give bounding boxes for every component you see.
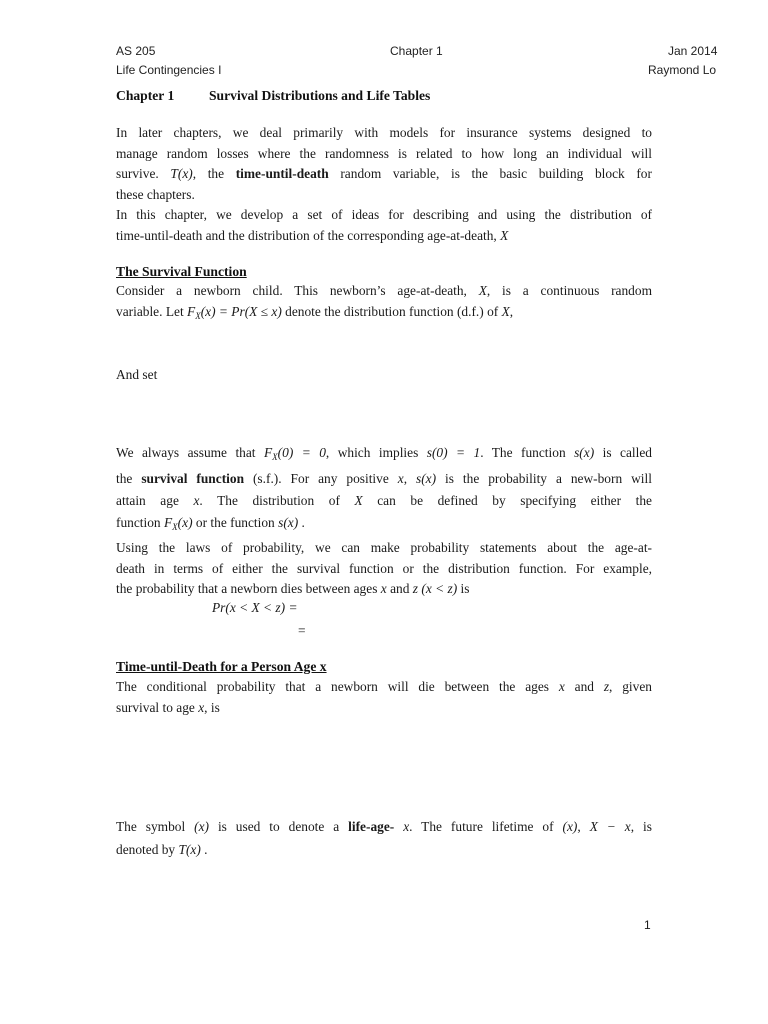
math-X: X — [478, 283, 487, 298]
bold-term-survival-function: survival function — [141, 471, 245, 486]
text-line: In this chapter, we develop a set of ideas for describing and using the distribution of — [116, 207, 652, 222]
text-line: these chapters. — [116, 186, 195, 202]
text-line — [116, 164, 652, 185]
math-s-zero: s(0) = 1 — [426, 445, 481, 460]
text-line — [116, 226, 652, 247]
header-date: Jan 2014 — [668, 44, 718, 58]
math-life-x: (x) — [194, 819, 209, 834]
text-span: is — [460, 581, 470, 596]
text-span: The conditional probability that a newborn will die between the ages — [116, 679, 549, 694]
text-span: attain age — [116, 493, 179, 508]
math-T-of-x: T(x) — [178, 842, 201, 857]
text-span: denote the distribution function (d.f.) of — [285, 303, 499, 319]
intro-paragraph — [116, 123, 652, 246]
chapter-label: Chapter 1 — [116, 88, 175, 103]
and-set-line — [116, 365, 652, 386]
math-s-of-x: s(x) — [574, 445, 595, 460]
math-x: x — [380, 581, 387, 596]
text-line: Using the laws of probability, we can make probability statements about the age-at- — [116, 540, 652, 555]
text-span: survival to age — [116, 699, 195, 715]
text-line — [116, 302, 652, 327]
math-distribution-function: $F_X(x) = Pr(X \le x)$ — [187, 303, 282, 321]
equation-probability-line-2 — [298, 621, 338, 642]
text-span: is called — [602, 445, 652, 460]
chapter-title — [116, 88, 431, 104]
math-x: x — [193, 493, 200, 508]
text-span: , — [509, 303, 514, 319]
text-span: is the probability a new-born will — [445, 471, 652, 486]
text-span: , is a continuous random — [486, 283, 652, 298]
math-FX-zero: $F_X(0) = 0$ — [263, 445, 326, 462]
math-X: X — [354, 493, 363, 508]
text-span: , which implies — [325, 445, 419, 460]
text-span: , the — [192, 166, 225, 181]
text-span: , given — [609, 679, 652, 694]
text-line — [116, 677, 652, 698]
chapter-title-text: Survival Distributions and Life Tables — [209, 88, 431, 103]
text-span: time-until-death and the distribution of the corresponding age-at-death, — [116, 227, 497, 243]
math-FX-of-x: $F_X(x)$ — [163, 515, 193, 532]
bold-term-time-until-death: time-until-death — [235, 166, 329, 181]
text-span: survive. — [116, 166, 159, 181]
text-line — [116, 698, 652, 719]
text-line — [116, 815, 652, 838]
text-span: and — [574, 679, 594, 694]
math-T-of-x: T(x) — [170, 166, 193, 181]
page-number: 1 — [644, 918, 651, 932]
text-span: the probability that a newborn dies between ages — [116, 581, 378, 596]
math-equals-sign: = — [298, 623, 306, 638]
text-span: We always assume that — [116, 445, 256, 460]
time-until-death-paragraph-1 — [116, 677, 652, 718]
header-course-name: Life Contingencies I — [116, 63, 222, 77]
text-span: random variable, is the basic building block for — [340, 166, 652, 181]
math-x: x — [558, 679, 565, 694]
survival-paragraph-1 — [116, 281, 652, 326]
text-line: manage random losses where the randomness is related to how long an individual will — [116, 145, 652, 161]
math-X: X — [500, 227, 509, 243]
header-author: Raymond Lo — [648, 63, 717, 77]
text-line: And set — [116, 367, 158, 382]
text-line: death in terms of either the survival function or the distribution function. For example, — [116, 560, 652, 576]
math-X-minus-x: X − x — [589, 819, 631, 834]
math-x-less-than-z: (x < z) — [421, 581, 458, 596]
text-span: and — [390, 581, 410, 596]
text-line — [116, 281, 652, 302]
text-span: the — [116, 471, 133, 486]
math-s-of-x: s(x) — [278, 515, 299, 530]
header-course-code: AS 205 — [116, 44, 156, 58]
text-span: variable. Let — [116, 303, 184, 319]
text-span: . The future lifetime of — [409, 819, 554, 834]
math-probability-expression: Pr(x < X < z) = — [212, 600, 298, 615]
text-span: The symbol — [116, 819, 186, 834]
text-span: can be defined by specifying either the — [377, 493, 652, 508]
text-span: or the function — [195, 515, 275, 530]
math-x: x — [198, 699, 205, 715]
equation-probability-line-1 — [212, 598, 412, 619]
text-span: , — [403, 471, 408, 486]
math-X: X — [501, 303, 510, 319]
text-line — [116, 442, 652, 468]
text-line — [116, 512, 652, 538]
section-heading-time-until-death: Time-until-Death for a Person Age x — [116, 659, 327, 674]
text-span: , is — [204, 699, 220, 715]
text-span: , — [577, 819, 581, 834]
text-span: is used to denote a — [217, 819, 340, 834]
section-heading-survival-function: The Survival Function — [116, 264, 247, 279]
math-x: x — [397, 471, 404, 486]
text-line: In later chapters, we deal primarily with models for insurance systems designed to — [116, 125, 652, 140]
math-s-of-x: s(x) — [416, 471, 437, 486]
text-span: . — [301, 515, 305, 530]
math-life-x: (x) — [562, 819, 578, 834]
text-line — [116, 490, 652, 512]
header-chapter: Chapter 1 — [390, 44, 443, 58]
text-span: . — [204, 842, 208, 857]
time-until-death-paragraph-2 — [116, 815, 652, 861]
math-z: z — [412, 581, 418, 596]
text-span: . The distribution of — [199, 493, 340, 508]
text-span: (s.f.). For any positive — [252, 471, 389, 486]
text-span: Consider a newborn child. This newborn’s age-at-death, — [116, 283, 467, 298]
survival-paragraph-2 — [116, 442, 652, 600]
text-span: denoted by — [116, 842, 176, 857]
math-x: x — [403, 819, 410, 834]
math-z: z — [603, 679, 610, 694]
text-span: , is — [630, 819, 652, 834]
text-line — [116, 468, 652, 490]
text-span: function — [116, 515, 161, 530]
text-line — [116, 579, 652, 600]
text-line — [116, 838, 652, 861]
bold-term-life-age: life-age- — [348, 819, 395, 834]
text-span: . The function — [480, 445, 566, 460]
